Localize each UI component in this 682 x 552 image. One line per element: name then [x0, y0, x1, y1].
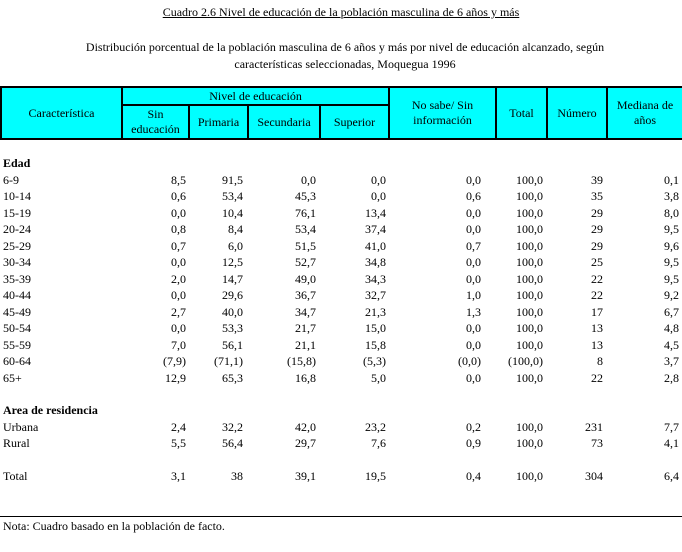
cell-total: 100,0	[516, 238, 543, 253]
cell-total: 100,0	[516, 172, 543, 187]
cell-total: 100,0	[516, 205, 543, 220]
table-row	[0, 320, 682, 337]
cell-no-sabe: 0,6	[466, 189, 481, 203]
table-row	[0, 172, 682, 189]
cell-total: 100,0	[516, 288, 543, 302]
cell-sin-educacion: 0,0	[171, 255, 186, 269]
section-header-edad	[0, 155, 682, 172]
cell-no-sabe: 0,9	[466, 436, 481, 450]
cell-mediana: 9,5	[664, 222, 679, 236]
cell-secundaria: 49,0	[295, 271, 316, 286]
table-row	[0, 304, 682, 321]
cell-sin-educacion: 0,7	[171, 238, 186, 253]
cell-total: 100,0	[516, 189, 543, 203]
cell-superior: 0,0	[371, 172, 386, 187]
cell-primaria: 14,7	[222, 271, 243, 286]
cell-no-sabe: 0,0	[466, 337, 481, 352]
cell-secundaria: 21,1	[295, 337, 316, 352]
table-row	[0, 188, 682, 205]
row-label: 55-59	[3, 337, 31, 352]
cell-mediana: 7,7	[664, 419, 679, 434]
cell-superior: 7,6	[371, 436, 386, 450]
cell-numero: 35	[591, 189, 603, 203]
cell-total: 100,0	[516, 419, 543, 434]
cell-superior: 23,2	[365, 419, 386, 434]
table-row	[0, 435, 682, 452]
cell-total: 100,0	[516, 436, 543, 450]
cell-primaria: 56,1	[222, 337, 243, 352]
cell-sin-educacion: 5,5	[171, 436, 186, 450]
cell-sin-educacion: 7,0	[171, 337, 186, 352]
table-row	[0, 370, 682, 387]
table-title: Cuadro 2.6 Nivel de educación de la población masculina de 6 años y más	[162, 5, 520, 19]
section-label: Area de residencia	[3, 403, 98, 417]
cell-no-sabe: 0,0	[466, 370, 481, 385]
cell-no-sabe: 1,3	[466, 304, 481, 319]
header-mediana	[607, 87, 682, 139]
row-label: 20-24	[3, 222, 31, 236]
cell-superior: 5,0	[371, 370, 386, 385]
cell-superior: 13,4	[365, 205, 386, 220]
cell-numero: 22	[591, 271, 603, 286]
cell-sin-educacion: 0,6	[171, 189, 186, 203]
cell-secundaria: 36,7	[295, 288, 316, 302]
spacer	[0, 452, 682, 468]
cell-sin-educacion: 2,4	[171, 419, 186, 434]
cell-secundaria: 39,1	[295, 468, 316, 483]
cell-primaria: 53,3	[222, 321, 243, 335]
cell-no-sabe: 0,0	[466, 222, 481, 236]
cell-secundaria: 51,5	[295, 238, 316, 253]
cell-numero: 13	[591, 321, 603, 335]
header-numero: Número	[547, 87, 607, 139]
cell-total: 100,0	[516, 370, 543, 385]
cell-superior: 15,0	[365, 321, 386, 335]
table-row	[0, 287, 682, 304]
header-no-sabe	[389, 87, 496, 139]
cell-sin-educacion: 3,1	[171, 468, 186, 483]
cell-no-sabe: 0,0	[466, 205, 481, 220]
row-label: Total	[3, 468, 28, 483]
cell-sin-educacion: 12,9	[165, 370, 186, 385]
cell-numero: 17	[591, 304, 603, 319]
row-label: 15-19	[3, 205, 31, 220]
header-superior: Superior	[320, 105, 389, 139]
header-mediana-line2: años	[634, 113, 656, 127]
row-label: 6-9	[3, 172, 19, 187]
cell-mediana: 4,5	[664, 337, 679, 352]
cell-numero: 22	[591, 288, 603, 302]
header-sin-educacion-line1: Sin	[147, 107, 164, 121]
cell-no-sabe: 0,0	[466, 255, 481, 269]
cell-secundaria: 29,7	[295, 436, 316, 450]
header-no-sabe-line1: No sabe/ Sin	[411, 98, 474, 112]
cell-numero: 304	[585, 468, 603, 483]
cell-no-sabe: 0,0	[466, 321, 481, 335]
row-label: 35-39	[3, 271, 31, 286]
section-header-area	[0, 402, 682, 419]
table-bottom-rule	[0, 516, 682, 517]
cell-mediana: 9,6	[664, 238, 679, 253]
cell-total: 100,0	[516, 222, 543, 236]
cell-sin-educacion: 0,0	[171, 205, 186, 220]
row-label: 30-34	[3, 255, 31, 269]
cell-numero: 25	[591, 255, 603, 269]
row-label: 50-54	[3, 321, 31, 335]
table-row	[0, 221, 682, 238]
cell-secundaria: 34,7	[295, 304, 316, 319]
cell-superior: 34,3	[365, 271, 386, 286]
cell-primaria: 6,0	[228, 238, 243, 253]
cell-sin-educacion: 0,0	[171, 321, 186, 335]
cell-mediana: 8,0	[664, 205, 679, 220]
cell-primaria: 91,5	[222, 172, 243, 187]
cell-mediana: 2,8	[664, 370, 679, 385]
header-no-sabe-line2: información	[413, 113, 472, 127]
cell-numero: 29	[591, 238, 603, 253]
table-row	[0, 353, 682, 370]
cell-superior: 15,8	[365, 337, 386, 352]
table-subtitle	[60, 39, 630, 73]
header-sin-educacion-line2: educación	[131, 122, 180, 136]
table-row	[0, 337, 682, 354]
cell-sin-educacion: (7,9)	[163, 354, 186, 368]
cell-sin-educacion: 8,5	[171, 172, 186, 187]
cell-numero: 29	[591, 205, 603, 220]
table-header	[0, 86, 682, 140]
cell-mediana: 0,1	[664, 172, 679, 187]
cell-secundaria: (15,8)	[287, 354, 316, 368]
row-label: 10-14	[3, 189, 31, 203]
cell-total: 100,0	[516, 304, 543, 319]
cell-mediana: 4,8	[664, 321, 679, 335]
subtitle-line-2: características seleccionadas, Moquegua 1996	[234, 57, 456, 71]
cell-sin-educacion: 2,0	[171, 271, 186, 286]
cell-no-sabe: 0,0	[466, 172, 481, 187]
header-secundaria: Secundaria	[248, 105, 320, 139]
table-row	[0, 205, 682, 222]
cell-primaria: (71,1)	[214, 354, 243, 368]
cell-primaria: 10,4	[222, 205, 243, 220]
spacer	[0, 386, 682, 402]
cell-no-sabe: 0,7	[466, 238, 481, 253]
cell-secundaria: 45,3	[295, 189, 316, 203]
cell-no-sabe: 0,0	[466, 271, 481, 286]
cell-numero: 39	[591, 172, 603, 187]
table-row	[0, 254, 682, 271]
cell-numero: 22	[591, 370, 603, 385]
cell-secundaria: 52,7	[295, 255, 316, 269]
cell-primaria: 32,2	[222, 419, 243, 434]
table-row	[0, 238, 682, 255]
cell-numero: 231	[585, 419, 603, 434]
header-primaria: Primaria	[189, 105, 248, 139]
cell-superior: 34,8	[365, 255, 386, 269]
table-row	[0, 468, 682, 485]
cell-total: 100,0	[516, 321, 543, 335]
cell-secundaria: 42,0	[295, 419, 316, 434]
cell-no-sabe: 0,2	[466, 419, 481, 434]
header-sin-educacion	[122, 105, 189, 139]
header-total: Total	[496, 87, 547, 139]
cell-numero: 73	[591, 436, 603, 450]
cell-superior: 19,5	[365, 468, 386, 483]
cell-total: 100,0	[516, 468, 543, 483]
cell-primaria: 53,4	[222, 189, 243, 203]
row-label: Urbana	[3, 419, 39, 434]
cell-mediana: 3,8	[664, 189, 679, 203]
cell-total: 100,0	[516, 337, 543, 352]
subtitle-line-1: Distribución porcentual de la población masculina de 6 años y más por nivel de educación alcanzado, según	[85, 40, 605, 54]
row-label: 40-44	[3, 288, 31, 302]
row-label: 60-64	[3, 354, 31, 368]
cell-primaria: 40,0	[222, 304, 243, 319]
cell-no-sabe: 0,4	[466, 468, 481, 483]
cell-total: 100,0	[516, 271, 543, 286]
cell-no-sabe: (0,0)	[458, 354, 481, 368]
cell-superior: (5,3)	[363, 354, 386, 368]
cell-mediana: 9,5	[664, 271, 679, 286]
cell-primaria: 29,6	[222, 288, 243, 302]
cell-numero: 13	[591, 337, 603, 352]
cell-mediana: 3,7	[664, 354, 679, 368]
cell-superior: 21,3	[365, 304, 386, 319]
header-mediana-line1: Mediana de	[616, 98, 674, 112]
cell-mediana: 9,5	[664, 255, 679, 269]
row-label: Rural	[3, 436, 30, 450]
row-label: 25-29	[3, 238, 31, 253]
table-note: Nota: Cuadro basado en la población de facto.	[3, 519, 225, 533]
cell-sin-educacion: 2,7	[171, 304, 186, 319]
table-body	[0, 155, 682, 484]
header-caracteristica: Característica	[1, 87, 122, 139]
table-row	[0, 271, 682, 288]
cell-no-sabe: 1,0	[466, 288, 481, 302]
header-nivel-educacion: Nivel de educación	[122, 87, 389, 105]
cell-primaria: 56,4	[222, 436, 243, 450]
cell-superior: 41,0	[365, 238, 386, 253]
cell-total: 100,0	[516, 255, 543, 269]
table-row	[0, 419, 682, 436]
cell-mediana: 6,7	[664, 304, 679, 319]
cell-mediana: 4,1	[664, 436, 679, 450]
cell-total: (100,0)	[508, 354, 543, 368]
cell-primaria: 38	[231, 468, 243, 483]
row-label: 45-49	[3, 304, 31, 319]
cell-secundaria: 16,8	[295, 370, 316, 385]
cell-mediana: 9,2	[664, 288, 679, 302]
cell-superior: 0,0	[371, 189, 386, 203]
cell-superior: 37,4	[365, 222, 386, 236]
cell-superior: 32,7	[365, 288, 386, 302]
cell-numero: 8	[597, 354, 603, 368]
cell-sin-educacion: 0,8	[171, 222, 186, 236]
cell-secundaria: 76,1	[295, 205, 316, 220]
cell-secundaria: 53,4	[295, 222, 316, 236]
section-label: Edad	[3, 156, 31, 170]
cell-primaria: 65,3	[222, 370, 243, 385]
cell-sin-educacion: 0,0	[171, 288, 186, 302]
cell-numero: 29	[591, 222, 603, 236]
cell-mediana: 6,4	[664, 468, 679, 483]
cell-primaria: 12,5	[222, 255, 243, 269]
cell-secundaria: 0,0	[301, 172, 316, 187]
cell-secundaria: 21,7	[295, 321, 316, 335]
cell-primaria: 8,4	[228, 222, 243, 236]
row-label: 65+	[3, 370, 22, 385]
